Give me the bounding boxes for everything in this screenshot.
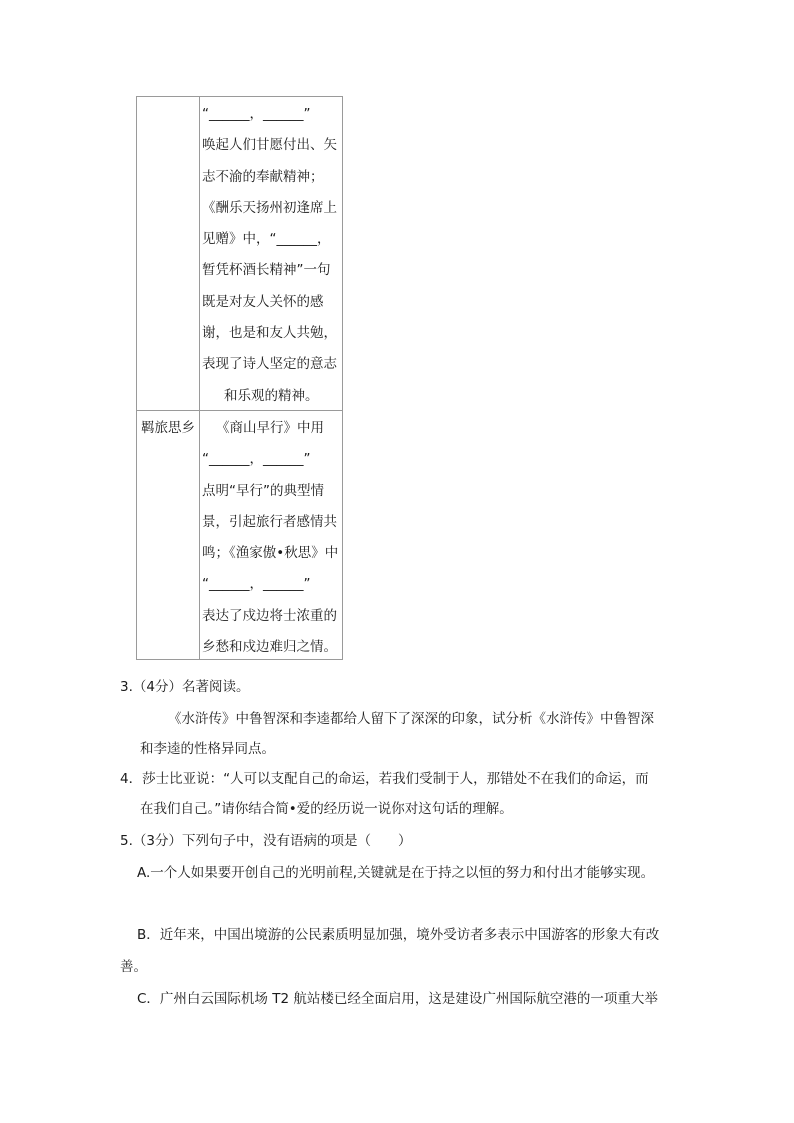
question-3-title: 3.（4分）名著阅读。 bbox=[120, 679, 250, 695]
question-4-text: 在我们自己。”请你结合简•爱的经历说一说你对这句话的理解。 bbox=[140, 801, 513, 817]
option-b: 善。 bbox=[120, 959, 147, 975]
theme-cell bbox=[137, 97, 200, 411]
question-4-text: 4．莎士比亚说：“人可以支配自己的命运，若我们受制于人，那错处不在我们的命运，而 bbox=[120, 771, 649, 787]
table-row bbox=[137, 411, 343, 660]
cell-line: “______，______” bbox=[202, 451, 311, 468]
poetry-table bbox=[136, 96, 343, 660]
cell-text bbox=[200, 97, 342, 410]
question-3-text: 和李逵的性格异同点。 bbox=[140, 741, 275, 757]
question-5-title: 5.（3分）下列句子中，没有语病的项是（ ） bbox=[120, 833, 412, 849]
table-row bbox=[137, 97, 343, 411]
cell-line: 暂凭杯酒长精神”一句 bbox=[202, 262, 331, 279]
cell-line: 点明“早行”的典型情 bbox=[202, 482, 324, 499]
cell-line: 乡愁和戍边难归之情。 bbox=[202, 639, 337, 656]
cell-line: 志不渝的奉献精神； bbox=[202, 168, 324, 185]
cell-line: 见赠》中，“______， bbox=[202, 231, 331, 248]
theme-label bbox=[137, 97, 199, 99]
cell-line: 表现了诗人坚定的意志 bbox=[202, 356, 337, 373]
cell-line: 《酬乐天扬州初逢席上 bbox=[202, 199, 337, 216]
cell-line: 谢，也是和友人共勉， bbox=[202, 325, 337, 342]
cell-text bbox=[200, 411, 342, 659]
cell-line: 既是对友人关怀的感 bbox=[202, 293, 324, 310]
cell-line: 唤起人们甘愿付出、矢 bbox=[202, 137, 337, 154]
cell-line: “______，______” bbox=[202, 106, 311, 122]
cell-line: 和乐观的精神。 bbox=[224, 387, 319, 404]
theme-label: 羁旅思乡 bbox=[141, 420, 195, 436]
content-cell bbox=[200, 411, 343, 660]
theme-cell bbox=[137, 411, 200, 660]
option-b: B．近年来，中国出境游的公民素质明显加强，境外受访者多表示中国游客的形象大有改 bbox=[137, 927, 660, 943]
content-cell bbox=[200, 97, 343, 411]
cell-line: 表达了戍边将士浓重的 bbox=[202, 607, 337, 624]
option-c: C．广州白云国际机场 T2 航站楼已经全面启用，这是建设广州国际航空港的一项重大举 bbox=[137, 991, 658, 1007]
cell-line: 鸣；《渔家傲•秋思》中 bbox=[202, 545, 339, 562]
cell-line: “______，______” bbox=[202, 576, 311, 593]
question-3-text: 《水浒传》中鲁智深和李逵都给人留下了深深的印象，试分析《水浒传》中鲁智深 bbox=[168, 711, 654, 727]
option-a: A.一个人如果要开创自己的光明前程,关键就是在于持之以恒的努力和付出才能够实现。 bbox=[137, 865, 655, 881]
cell-line: 《商山早行》中用 bbox=[216, 420, 324, 436]
cell-line: 景，引起旅行者感情共 bbox=[202, 513, 337, 530]
